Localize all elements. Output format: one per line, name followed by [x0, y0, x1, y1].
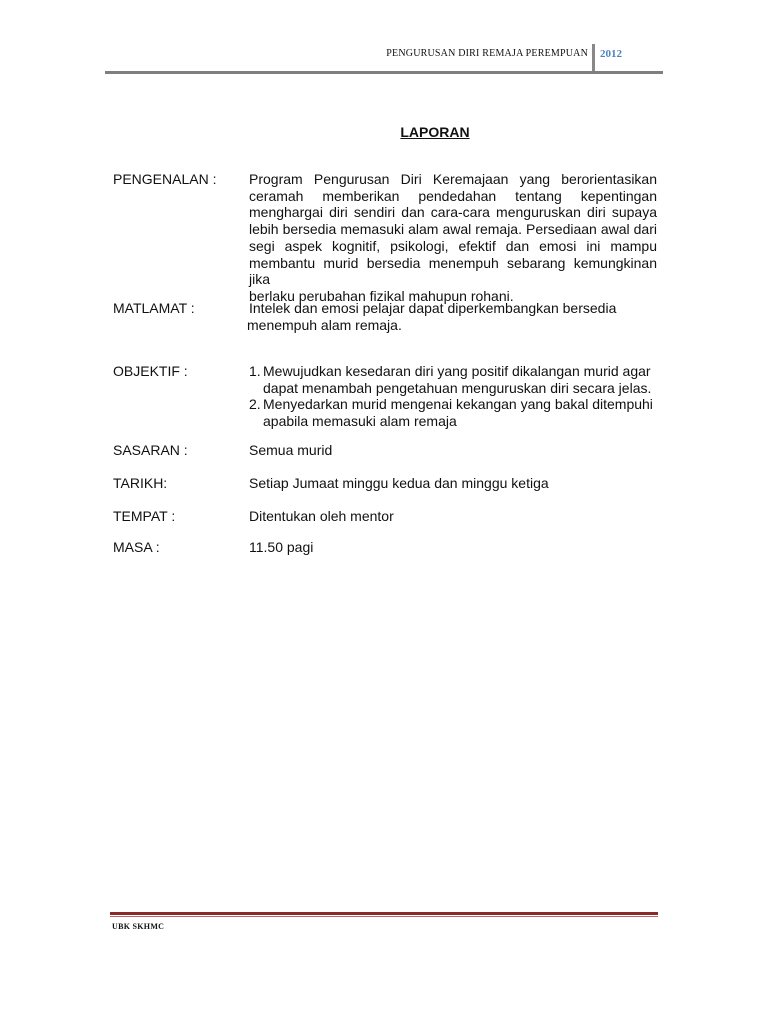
tempat-value: Ditentukan oleh mentor	[249, 508, 394, 524]
text-line: berlaku perubahan fizikal mahupun rohani.	[249, 287, 514, 304]
list-number: 2.	[249, 396, 261, 413]
footer-text: UBK SKHMC	[112, 922, 165, 931]
sasaran-value: Semua murid	[249, 442, 333, 458]
row-label: TARIKH:	[113, 475, 168, 491]
header-rule	[105, 71, 663, 74]
list-item	[249, 363, 657, 396]
text-line: lebih bersedia memasuki alam awal remaja. Persediaan awal dari	[249, 221, 657, 238]
list-item	[249, 396, 657, 429]
header-title: PENGURUSAN DIRI REMAJA PEREMPUAN	[386, 48, 588, 59]
row-label: TEMPAT :	[113, 508, 176, 524]
footer-rule	[110, 912, 658, 915]
matlamat-text	[249, 300, 657, 333]
row-label: MASA :	[113, 539, 160, 555]
tarikh-value: Setiap Jumaat minggu kedua dan minggu ketiga	[249, 475, 549, 491]
objektif-list	[249, 363, 657, 430]
text-line: menempuh alam remaja.	[247, 316, 402, 333]
text-line: menghargai diri sendiri dan cara-cara menguruskan diri supaya	[249, 204, 657, 221]
row-label: MATLAMAT :	[113, 300, 195, 316]
list-text: Mewujudkan kesedaran diri yang positif dikalangan murid agar dapat menambah pengetahuan menguruskan diri secara jelas.	[263, 363, 652, 396]
text-line: Intelek dan emosi pelajar dapat diperkembangkan bersedia	[249, 300, 617, 316]
document-title: LAPORAN	[400, 124, 470, 140]
text-line: membantu murid bersedia menempuh sebarang kemungkinan jika	[249, 254, 657, 288]
text-line: Program Pengurusan Diri Keremajaan yang berorientasikan	[249, 171, 657, 187]
masa-value: 11.50 pagi	[249, 539, 314, 555]
header-divider	[592, 44, 595, 72]
text-line: segi aspek kognitif, psikologi, efektif dan emosi ini mampu	[249, 237, 657, 254]
row-label: PENGENALAN :	[113, 171, 217, 187]
row-label: SASARAN :	[113, 442, 188, 458]
list-text: Menyedarkan murid mengenai kekangan yang bakal ditempuhi apabila memasuki alam remaja	[263, 396, 653, 430]
list-number: 1.	[249, 363, 261, 379]
footer-rule-thin	[110, 916, 658, 917]
row-label: OBJEKTIF :	[113, 363, 188, 379]
header-year: 2012	[600, 48, 622, 60]
text-line: ceramah memberikan pendedahan tentang kepentingan	[249, 187, 657, 204]
pengenalan-text	[249, 171, 657, 305]
